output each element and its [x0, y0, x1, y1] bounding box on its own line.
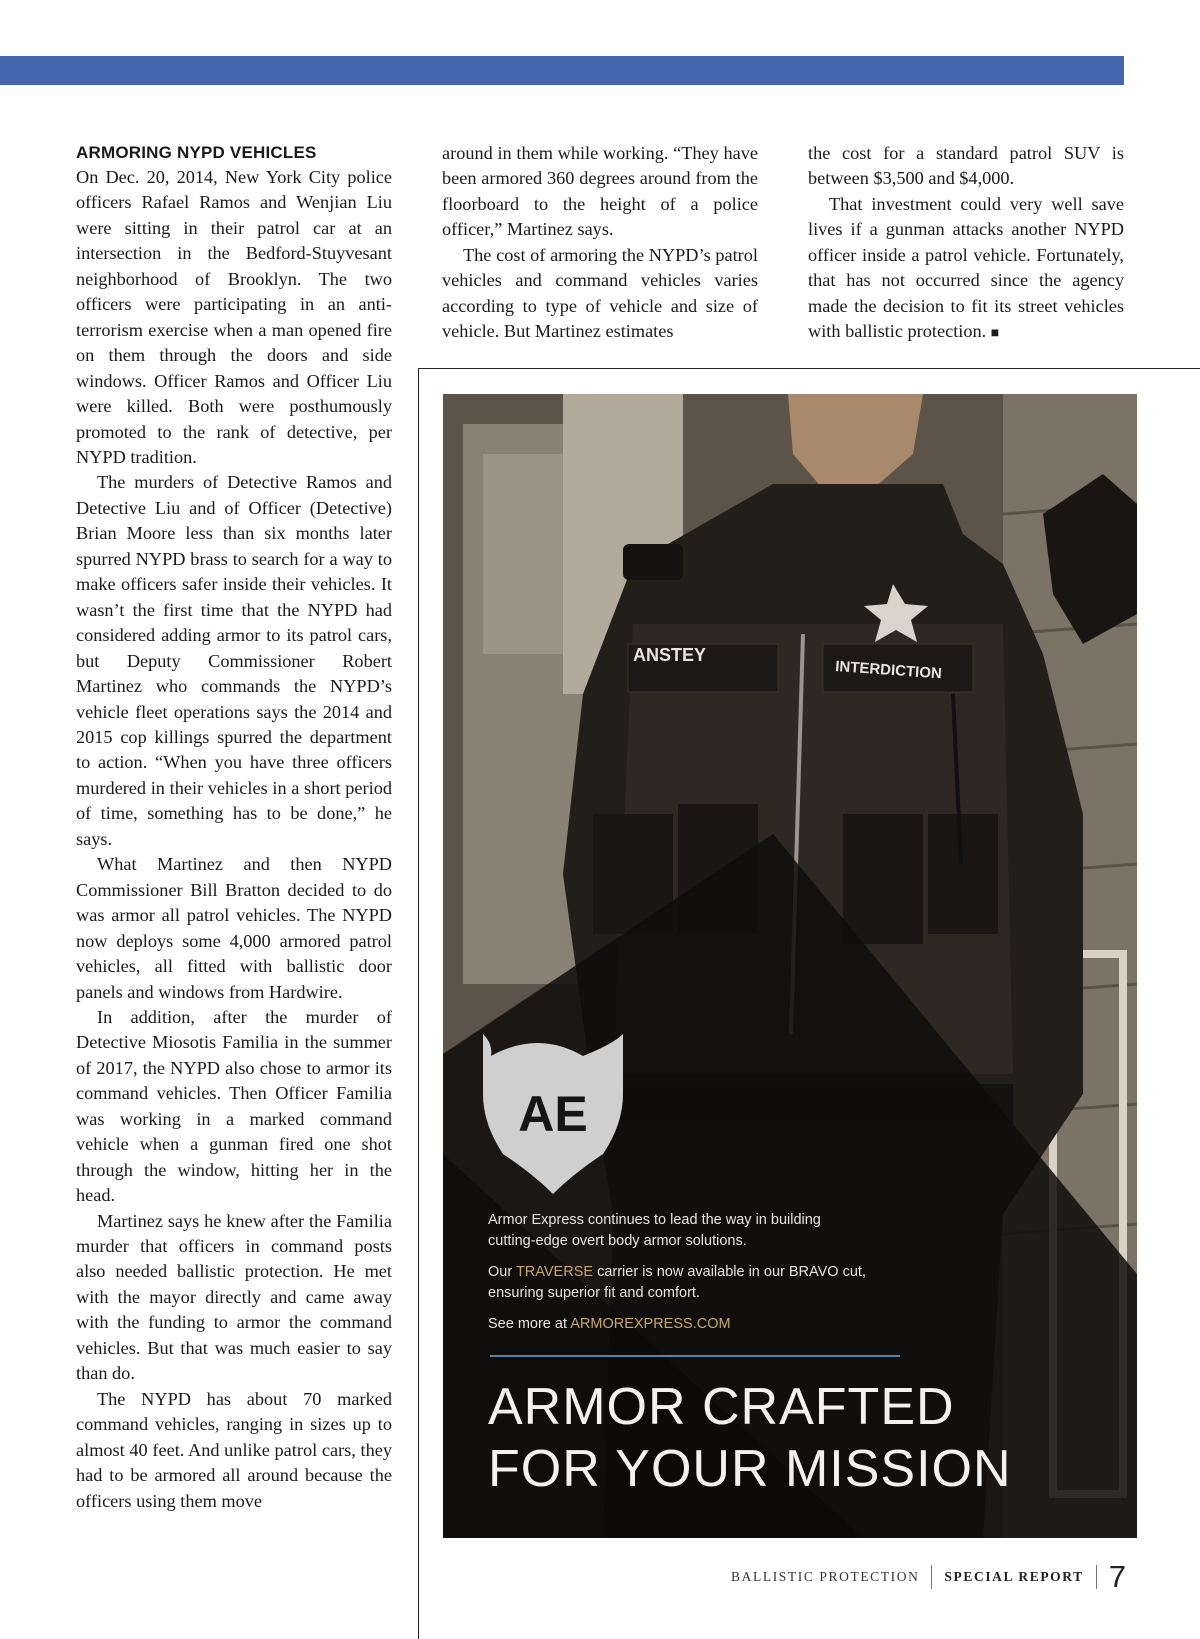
ad-tagline-line-2: FOR YOUR MISSION [488, 1440, 1012, 1498]
article-column-1 [76, 141, 392, 1514]
ad-tagline [488, 1376, 1108, 1500]
ad-copy-line-2: Our TRAVERSE carrier is now available in our BRAVO cut, ensuring superior fit and comfort. [488, 1264, 866, 1301]
ad-copy-line-1: Armor Express continues to lead the way in building cutting-edge overt body armor solutions. [488, 1212, 821, 1249]
ad-interdiction-patch: INTERDICTION [834, 658, 943, 683]
article-paragraph: Martinez says he knew after the Familia murder that officers in command posts also needed ballistic protection. He met with the mayor directly and came away with the funding to armor the command vehicles. But that was much easier to say than do. [76, 1210, 392, 1384]
ad-tagline-line-1: ARMOR CRAFTED [488, 1378, 955, 1436]
article-paragraph: around in them while working. “They have been armored 360 degrees around from the floorboard to the height of a police officer,” Martinez says. [442, 143, 758, 240]
article-paragraph: What Martinez and then NYPD Commissioner Bill Bratton decided to do was armor all patrol vehicles. The NYPD now deploys some 4,000 armored patrol vehicles, all fitted with ballistic door panels and windows from Hardwire. [76, 854, 392, 1002]
end-mark-icon: ■ [990, 326, 1000, 342]
article-paragraph: In addition, after the murder of Detective Miosotis Familia in the summer of 2017, the NYPD also chose to armor its command vehicles. Then Officer Familia was working in a marked command vehicle when a gunman fired one shot through the window, hitting her in the head. [76, 1006, 392, 1206]
ad-body-copy [488, 1210, 868, 1345]
armor-express-advertisement[interactable] [443, 394, 1137, 1538]
footer-separator [1096, 1565, 1097, 1589]
article-column-2 [442, 141, 758, 345]
footer-separator [931, 1565, 932, 1589]
armorexpress-link[interactable]: ARMOREXPRESS.COM [570, 1316, 731, 1332]
article-paragraph: The NYPD has about 70 marked command vehicles, ranging in sizes up to almost 40 feet. And unlike patrol cars, they had to be armored all around because the officers using them move [76, 1388, 392, 1511]
traverse-highlight: TRAVERSE [515, 1264, 594, 1280]
ad-frame-left-rule [418, 368, 419, 1639]
article-paragraph-text: That investment could very well save lives if a gunman attacks another NYPD officer inside a patrol vehicle. Fortunately, that has not occurred since the agency made the decision to fit its street vehicles with ballistic protection. [808, 193, 1124, 342]
ad-divider [490, 1355, 900, 1357]
footer-section-label: BALLISTIC PROTECTION [731, 1569, 920, 1584]
ad-photo-illustration [443, 394, 1137, 1538]
ad-frame-top-rule [418, 368, 1200, 369]
ad-copy-line-3: See more at ARMOREXPRESS.COM [488, 1316, 731, 1332]
article-paragraph: the cost for a standard patrol SUV is between $3,500 and $4,000. [808, 143, 1124, 189]
article-paragraph: On Dec. 20, 2014, New York City police officers Rafael Ramos and Wenjian Liu were sitting in their patrol car at an intersection in the Bedford-Stuyvesant neighborhood of Brooklyn. The two officers were participating in an anti-terrorism exercise when a man opened fire on them through the doors and side windows. Officer Ramos and Officer Liu were killed. Both were posthumously promoted to the rank of detective, per NYPD tradition. [76, 167, 392, 467]
page-footer [731, 1559, 1126, 1595]
article-column-3 [808, 141, 1124, 347]
page-number: 7 [1108, 1559, 1126, 1594]
footer-report-label: SPECIAL REPORT [944, 1569, 1084, 1584]
article-paragraph: The cost of armoring the NYPD’s patrol vehicles and command vehicles varies according to type of vehicle and size of vehicle. But Martinez estimates [442, 244, 758, 342]
article-paragraph [808, 192, 1124, 347]
ad-name-tag: ANSTEY [633, 645, 707, 665]
article-paragraph: The murders of Detective Ramos and Detective Liu and of Officer (Detective) Brian Moore less than six months later spurred NYPD brass to search for a way to make officers safer inside their vehicles. It wasn’t the first time that the NYPD had considered adding armor to its patrol cars, but Deputy Commissioner Robert Martinez who commands the NYPD’s vehicle fleet operations says the 2014 and 2015 cop killings spurred the department to action. “When you have three officers murdered in their vehicles in a short period of time, something has to be done,” he says. [76, 472, 392, 849]
article-heading: ARMORING NYPD VEHICLES [76, 143, 317, 162]
ae-logo-text: AE [518, 1086, 588, 1142]
header-color-band [0, 56, 1124, 85]
